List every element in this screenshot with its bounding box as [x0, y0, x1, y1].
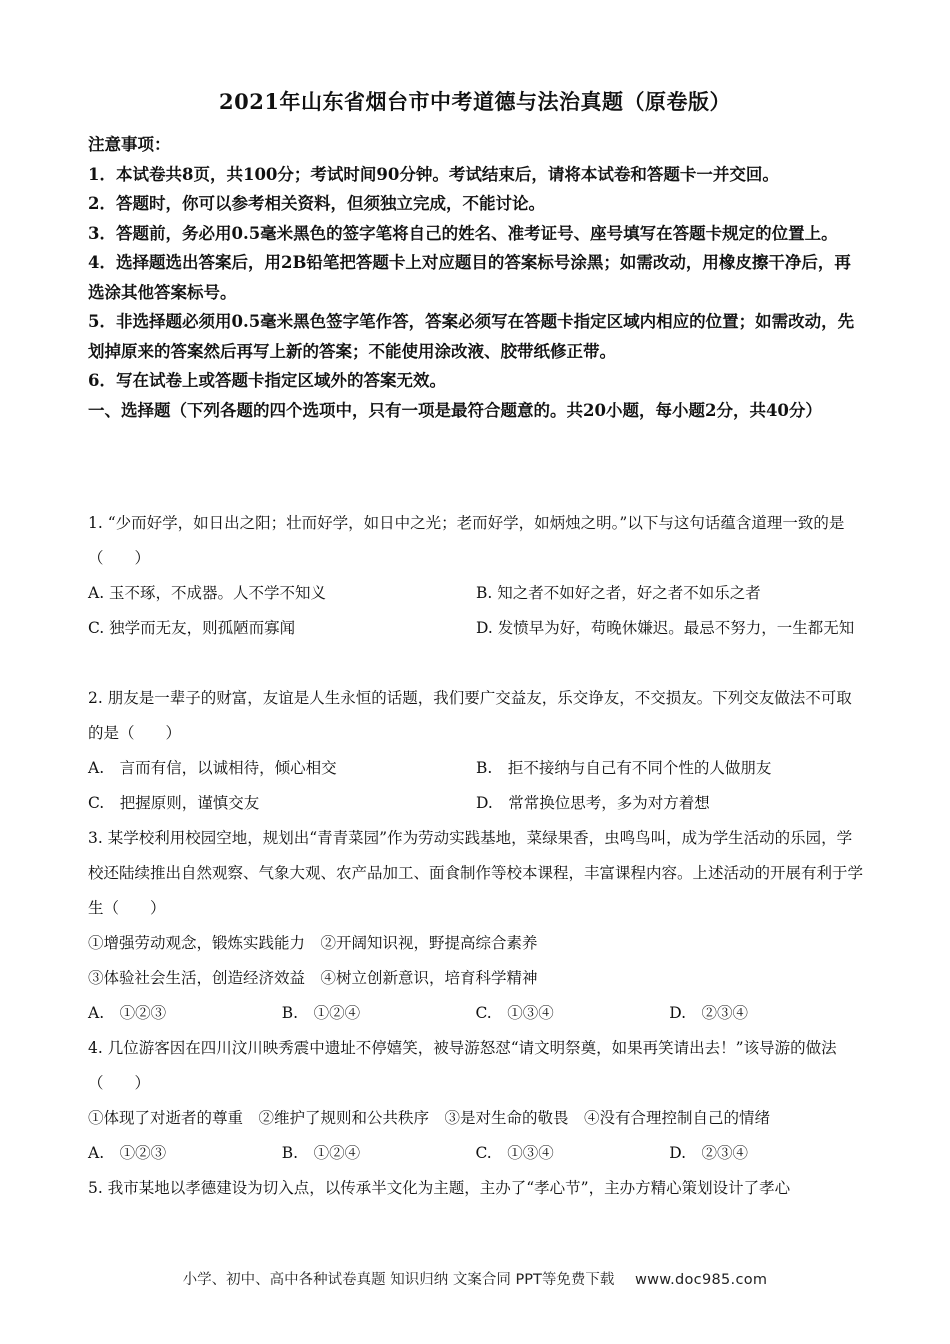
option-d: D. 发愤早为好，苟晚休嫌迟。最忌不努力，一生都无知 — [476, 619, 855, 637]
option-c: C. 把握原则，谨慎交友 — [88, 794, 260, 812]
note-item: 3．答题前，务必用0.5毫米黑色的签字笔将自己的姓名、准考证号、座号填写在答题卡规定的位置上。 — [88, 223, 838, 243]
note-item: 2．答题时，你可以参考相关资料，但须独立完成，不能讨论。 — [88, 194, 545, 213]
questions-section — [88, 506, 863, 1206]
question-stem: 4. 几位游客因在四川汶川映秀震中遗址不停嬉笑，被导游怒怼“请文明祭奠，如果再笑请出去！”该导游的做法（ ） — [88, 1039, 837, 1092]
option-b: B. ①②④ — [281, 1144, 361, 1162]
option-a: A. ①②③ — [88, 1144, 167, 1162]
question-stem: 5. 我市某地以孝德建设为切入点，以传承半文化为主题，主办了“孝心节”，主办方精心策划设计了孝心 — [88, 1179, 791, 1197]
option-a: A. ①②③ — [88, 1004, 167, 1022]
options-row — [88, 996, 863, 1031]
option-b: B. ①②④ — [281, 1004, 361, 1022]
note-item: 5．非选择题必须用0.5毫米黑色签字笔作答，答案必须写在答题卡指定区域内相应的位置；如需改动，先划掉原来的答案然后再写上新的答案；不能使用涂改液、胶带纸修正带。 — [88, 312, 855, 361]
option-d: D. 常常换位思考，多为对方着想 — [476, 794, 710, 812]
option-b: B. 知之者不如好之者，好之者不如乐之者 — [476, 584, 761, 602]
question-stem: 3. 某学校利用校园空地，规划出“青青菜园”作为劳动实践基地，菜绿果香，虫鸣鸟叫，成为学生活动的乐园，学校还陆续推出自然观察、气象大观、农产品加工、面食制作等校本课程，丰富课程内容。上述活动的开展有利于学生（ ） — [88, 829, 864, 917]
option-c: C. ①③④ — [475, 1004, 554, 1022]
option-a: A. 玉不琢，不成器。人不学不知义 — [88, 584, 327, 602]
footer-text: 小学、初中、高中各种试卷真题 知识归纳 文案合同 PPT等免费下载 — [182, 1272, 615, 1288]
option-c: C. ①③④ — [475, 1144, 554, 1162]
options-row — [88, 576, 863, 611]
footer-link[interactable]: www.doc985.com — [634, 1272, 768, 1288]
notes-section — [88, 130, 863, 425]
statement-line: ①体现了对逝者的尊重 ②维护了规则和公共秩序 ③是对生命的敬畏 ④没有合理控制自己的情绪 — [88, 1109, 771, 1127]
question-stem: 2. 朋友是一辈子的财富，友谊是人生永恒的话题，我们要广交益友，乐交诤友，不交损友。下列交友做法不可取的是（ ） — [88, 689, 852, 742]
option-d: D. ②③④ — [669, 1004, 749, 1022]
notes-heading: 注意事项： — [88, 135, 171, 154]
statement-line: ①增强劳动观念，锻炼实践能力 ②开阔知识视，野提高综合素养 — [88, 934, 538, 952]
options-row — [88, 786, 863, 821]
question-stem: 1. “少而好学，如日出之阳；壮而好学，如日中之光；老而好学，如炳烛之明。”以下与这句话蕴含道理一致的是（ ） — [88, 514, 845, 567]
page-footer — [0, 1268, 950, 1289]
section-heading: 一、选择题（下列各题的四个选项中，只有一项是最符合题意的。共20小题，每小题2分，共40分） — [88, 400, 822, 420]
options-row — [88, 751, 863, 786]
document-title: 2021年山东省烟台市中考道德与法治真题（原卷版） — [219, 89, 731, 114]
option-a: A. 言而有信，以诚相待，倾心相交 — [88, 759, 337, 777]
option-b: B. 拒不接纳与自己有不同个性的人做朋友 — [476, 759, 772, 777]
note-item: 4．选择题选出答案后，用2B铅笔把答题卡上对应题目的答案标号涂黑；如需改动，用橡皮擦干净后，再选涂其他答案标号。 — [88, 253, 851, 302]
options-row — [88, 1136, 863, 1171]
options-row — [88, 611, 863, 646]
note-item: 1．本试卷共8页，共100分；考试时间90分钟。考试结束后，请将本试卷和答题卡一并交回。 — [88, 164, 779, 184]
option-c: C. 独学而无友，则孤陋而寡闻 — [88, 619, 296, 637]
statement-line: ③体验社会生活，创造经济效益 ④树立创新意识，培育科学精神 — [88, 969, 538, 987]
note-item: 6．写在试卷上或答题卡指定区域外的答案无效。 — [88, 371, 446, 390]
option-d: D. ②③④ — [669, 1144, 749, 1162]
